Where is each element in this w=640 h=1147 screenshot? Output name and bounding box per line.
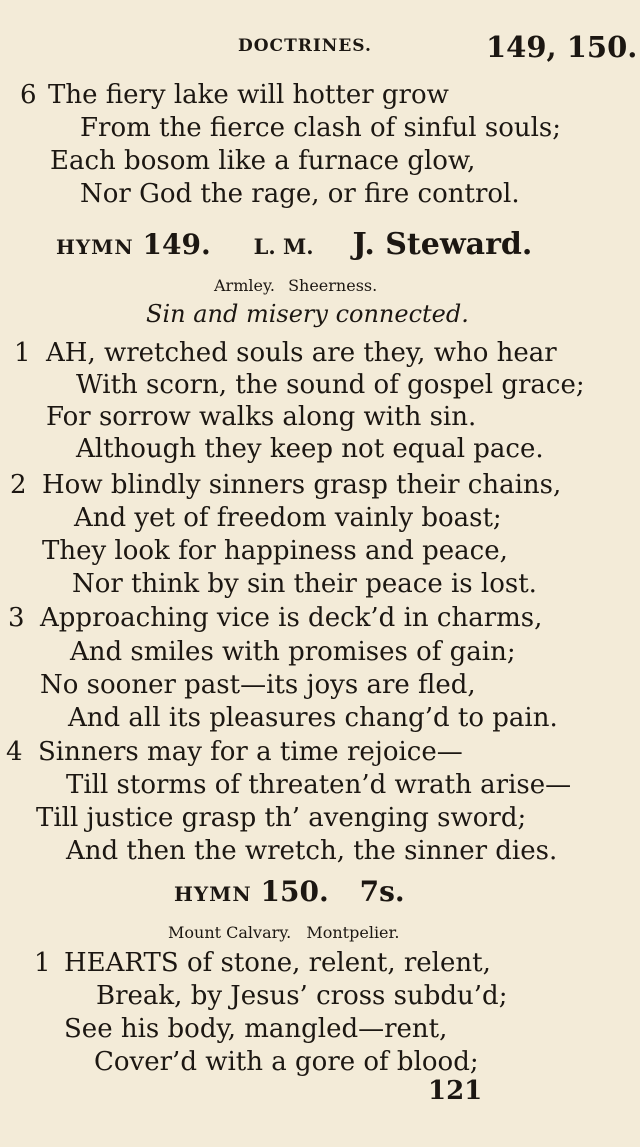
hymn-label: HYMN — [174, 882, 252, 906]
verse-text: Each bosom like a furnace glow, — [50, 146, 476, 176]
verse-number: 1 — [34, 948, 51, 978]
verse-text: See his body, mangled—rent, — [64, 1014, 448, 1044]
tune-name: Sheerness. — [288, 276, 378, 295]
verse-text: Approaching vice is deck’d in charms, — [40, 603, 543, 633]
verse-line — [46, 402, 476, 432]
verse-number: 3 — [8, 603, 25, 633]
verse-line — [80, 179, 520, 209]
hymn-number: 150. — [260, 875, 329, 908]
verse-text: Cover’d with a gore of blood; — [94, 1047, 479, 1077]
verse-line — [72, 569, 537, 599]
tune-name: Montpelier. — [306, 923, 400, 942]
verse-number: 2 — [10, 470, 27, 500]
verse-line — [66, 836, 557, 866]
verse-line — [94, 1047, 479, 1077]
verse-line — [64, 1014, 447, 1044]
verse-line — [76, 370, 585, 400]
verse-text: No sooner past—its joys are fled, — [40, 670, 476, 700]
verse-line — [34, 948, 491, 978]
verse-text: Although they keep not equal pace. — [76, 434, 544, 464]
hymn-149-heading — [56, 227, 532, 262]
verse-line — [68, 703, 558, 733]
verse-line — [36, 803, 526, 833]
hymn-149-tunes — [214, 276, 377, 295]
verse-text: HEARTS of stone, relent, relent, — [64, 948, 491, 978]
verse-line — [8, 603, 542, 633]
verse-text: Sinners may for a time rejoice— — [38, 737, 463, 767]
hymn-label: HYMN — [56, 235, 134, 259]
verse-line — [10, 470, 561, 500]
hymn-149-subject: Sin and misery connected. — [146, 300, 469, 328]
verse-line — [66, 770, 571, 800]
verse-text: AH, wretched souls are they, who hear — [46, 338, 557, 368]
verse-number: 4 — [6, 737, 23, 767]
verse-text: Till justice grasp th’ avenging sword; — [36, 803, 527, 833]
verse-number: 1 — [14, 338, 31, 368]
hymn-meter: L. M. — [253, 234, 314, 259]
verse-line — [76, 434, 544, 464]
running-head — [0, 30, 640, 66]
tune-name: Armley. — [214, 276, 275, 295]
verse-line — [70, 637, 516, 667]
section-title: DOCTRINES. — [238, 36, 372, 56]
signature-mark: 121 — [428, 1076, 483, 1106]
verse-line — [96, 981, 507, 1011]
verse-text: How blindly sinners grasp their chains, — [42, 470, 562, 500]
verse-line — [6, 737, 463, 767]
verse-text: Break, by Jesus’ cross subdu’d; — [96, 981, 508, 1011]
verse-text: They look for happiness and peace, — [42, 536, 508, 566]
hymn-150-heading — [174, 875, 405, 908]
verse-line — [42, 536, 508, 566]
verse-text: With scorn, the sound of gospel grace; — [76, 370, 585, 400]
verse-number: 6 — [20, 80, 37, 110]
verse-text: For sorrow walks along with sin. — [46, 402, 477, 432]
hymn-author: J. Steward. — [352, 227, 533, 262]
verse-text: Nor God the rage, or fire control. — [80, 179, 520, 209]
verse-line — [40, 670, 476, 700]
verse-line — [14, 338, 557, 368]
verse-line — [74, 503, 502, 533]
verse-text: And smiles with promises of gain; — [70, 637, 516, 667]
verse-text: And then the wretch, the sinner dies. — [66, 836, 558, 866]
verse-text: And all its pleasures chang’d to pain. — [68, 703, 558, 733]
verse-text: From the fierce clash of sinful souls; — [80, 113, 562, 143]
tune-name: Mount Calvary. — [168, 923, 292, 942]
hymn-number: 149. — [142, 228, 211, 261]
verse-line — [80, 113, 561, 143]
hymn-150-tunes — [168, 923, 400, 942]
verse-text: Till storms of threaten’d wrath arise— — [66, 770, 572, 800]
verse-line — [50, 146, 475, 176]
hymn-meter: 7s. — [359, 875, 405, 908]
verse-text: The fiery lake will hotter grow — [48, 80, 449, 110]
verse-line — [20, 80, 449, 110]
verse-text: And yet of freedom vainly boast; — [74, 503, 502, 533]
verse-text: Nor think by sin their peace is lost. — [72, 569, 537, 599]
page-numbers: 149, 150. — [486, 30, 638, 64]
